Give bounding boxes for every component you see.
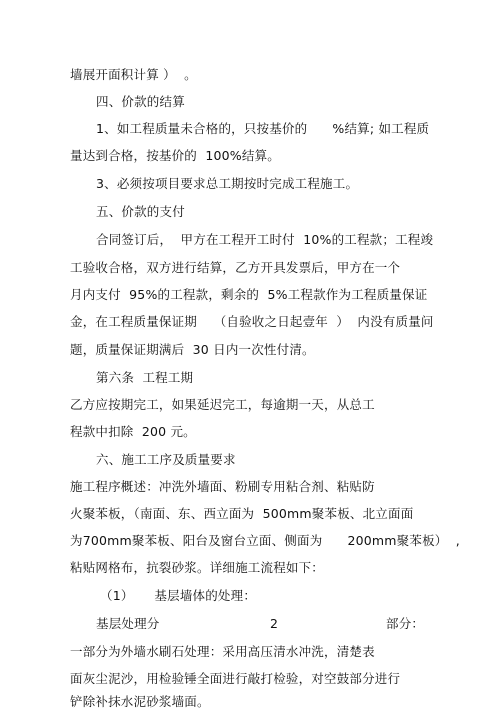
text-line: 量达到合格，按基价的 100%结算。	[70, 148, 280, 163]
text-line: 金，在工程质量保证期 （自验收之日起壹年 ） 内没有质量问	[70, 314, 434, 329]
text-line: 铲除补抹水泥砂浆墙面。	[70, 694, 210, 709]
text-line: 1、如工程质量未合格的，只按基价的 %结算; 如工程质	[96, 121, 430, 136]
text-line: 基层处理分	[96, 616, 160, 631]
section-heading: 四、价款的结算	[96, 94, 185, 109]
text-line: 工验收合格，双方进行结算，乙方开具发票后，甲方在一个	[70, 260, 401, 275]
text-line: 部分：	[386, 616, 425, 631]
text-line: 2	[270, 616, 279, 631]
subsection-heading: （1） 基层墙体的处理：	[100, 588, 257, 603]
text-line: 程款中扣除 200 元。	[70, 424, 196, 439]
section-heading: 六、施工工序及质量要求	[96, 452, 236, 467]
text-line: 施工程序概述：冲洗外墙面、粉刷专用粘合剂、粘贴防	[70, 479, 375, 494]
text-line: 火聚苯板，（南面、东、西立面为 500mm聚苯板、北立面面	[70, 506, 414, 521]
text-line: 乙方应按期完工，如果延迟完工，每逾期一天，从总工	[70, 397, 375, 412]
text-line: 粘贴网格布，抗裂砂浆。详细施工流程如下：	[70, 560, 325, 575]
text-line: 面灰尘泥沙，用检验锤全面进行敲打检验，对空鼓部分进行	[70, 671, 401, 686]
text-line: 月内支付 95%的工程款，剩余的 5%工程款作为工程质量保证	[70, 287, 428, 302]
text-line: 合同签订后， 甲方在工程开工时付 10%的工程款；工程竣	[96, 232, 434, 247]
text-line: 题，质量保证期满后 30 日内一次性付清。	[70, 342, 315, 357]
text-line: 一部分为外墙水刷石处理：采用高压清水冲洗，清楚表	[70, 644, 375, 659]
section-heading: 五、价款的支付	[96, 204, 185, 219]
text-line: 3、必须按项目要求总工期按时完成工程施工。	[96, 176, 359, 191]
text-line: 为700mm聚苯板、阳台及窗台立面、侧面为 200mm聚苯板） ,	[70, 533, 460, 548]
article-heading: 第六条 工程工期	[96, 370, 194, 385]
text-line: 墙展开面积计算 ） 。	[70, 67, 197, 82]
